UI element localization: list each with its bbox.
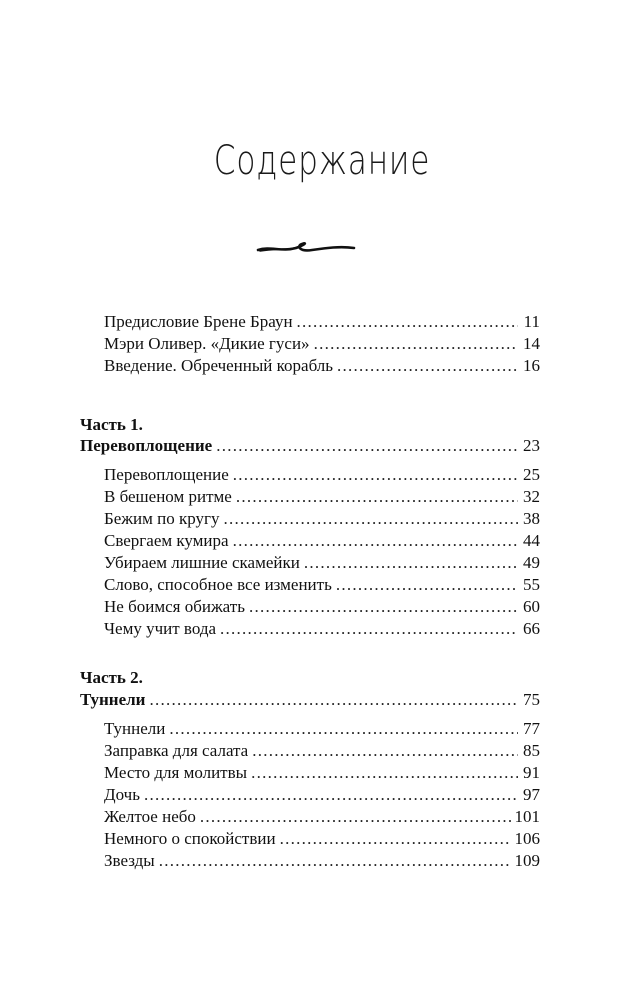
toc-leader-dots [297, 312, 518, 332]
toc-part-page: 75 [523, 690, 540, 709]
toc-leader-dots [159, 851, 511, 871]
toc-entry-page: 38 [523, 509, 540, 528]
toc-entry-label: Введение. Обреченный корабль [104, 356, 334, 375]
toc-entry-label: Свергаем кумира [104, 531, 229, 550]
toc-entry-label: Чему учит вода [104, 619, 217, 638]
toc-part-title: Перевоплощение [80, 436, 213, 455]
toc-entry-label: Звезды [104, 851, 155, 870]
toc-part-title: Туннели [80, 690, 146, 709]
toc-entry-label: Желтое небо [104, 807, 196, 826]
part-heading: Часть 2. [80, 668, 143, 687]
toc-leader-dots [220, 619, 518, 639]
toc-leader-dots [337, 356, 518, 376]
toc-entry-page: 44 [523, 531, 540, 550]
toc-entry-label: Перевоплощение [104, 465, 229, 484]
page-title: Содержание [213, 138, 431, 184]
toc-entry[interactable] [104, 312, 540, 332]
toc-part-entry[interactable] [80, 436, 540, 456]
toc-entry-page: 97 [523, 785, 540, 804]
toc-leader-dots [216, 436, 518, 456]
toc-entry-page: 85 [523, 741, 540, 760]
toc-entry[interactable] [104, 807, 540, 827]
toc-leader-dots [169, 719, 518, 739]
toc-entry-page: 25 [523, 465, 540, 484]
toc-entry-page: 60 [523, 597, 540, 616]
toc-leader-dots [304, 553, 518, 573]
toc-entry-page: 109 [514, 851, 540, 870]
toc-entry-page: 55 [523, 575, 540, 594]
toc-entry-label: Бежим по кругу [104, 509, 220, 528]
toc-entry-label: Немного о спокойствии [104, 829, 276, 848]
toc-entry-label: В бешеном ритме [104, 487, 232, 506]
toc-leader-dots [144, 785, 518, 805]
toc-entry-page: 106 [514, 829, 540, 848]
toc-leader-dots [336, 575, 518, 595]
toc-leader-dots [252, 741, 518, 761]
toc-entry[interactable] [104, 597, 540, 617]
toc-entry-label: Предисловие Брене Браун [104, 312, 293, 331]
toc-entry[interactable] [104, 619, 540, 639]
toc-entry-page: 11 [523, 312, 540, 331]
toc-entry[interactable] [104, 509, 540, 529]
toc-leader-dots [149, 690, 518, 710]
toc-leader-dots [280, 829, 511, 849]
toc-entry-page: 14 [523, 334, 540, 353]
toc-entry[interactable] [104, 719, 540, 739]
toc-entry-page: 16 [523, 356, 540, 375]
toc-entry-page: 77 [523, 719, 540, 738]
toc-leader-dots [233, 531, 518, 551]
part-heading: Часть 1. [80, 415, 143, 434]
toc-entry[interactable] [104, 851, 540, 871]
toc-entry[interactable] [104, 487, 540, 507]
toc-entry-label: Заправка для салата [104, 741, 249, 760]
toc-entry-label: Дочь [104, 785, 140, 804]
toc-entry[interactable] [104, 465, 540, 485]
toc-entry[interactable] [104, 829, 540, 849]
toc-entry[interactable] [104, 531, 540, 551]
toc-leader-dots [314, 334, 518, 354]
toc-entry-page: 91 [523, 763, 540, 782]
toc-entry-page: 101 [514, 807, 540, 826]
toc-entry[interactable] [104, 741, 540, 761]
toc-entry-page: 49 [523, 553, 540, 572]
toc-entry-page: 32 [523, 487, 540, 506]
toc-entry-page: 66 [523, 619, 540, 638]
toc-entry-label: Убираем лишние скамейки [104, 553, 300, 572]
toc-entry[interactable] [104, 334, 540, 354]
toc-entry-label: Мэри Оливер. «Дикие гуси» [104, 334, 310, 353]
toc-entry[interactable] [104, 785, 540, 805]
toc-entry-label: Слово, способное все изменить [104, 575, 332, 594]
toc-leader-dots [249, 597, 518, 617]
toc-entry-label: Туннели [104, 719, 166, 738]
toc-leader-dots [251, 763, 518, 783]
toc-entry[interactable] [104, 553, 540, 573]
toc-entry-label: Место для молитвы [104, 763, 248, 782]
toc-entry[interactable] [104, 575, 540, 595]
toc-leader-dots [236, 487, 518, 507]
toc-part-entry[interactable] [80, 690, 540, 710]
toc-part-page: 23 [523, 436, 540, 455]
toc-entry-label: Не боимся обижать [104, 597, 245, 616]
flourish-ornament-icon [256, 236, 356, 258]
toc-leader-dots [200, 807, 511, 827]
toc-entry[interactable] [104, 356, 540, 376]
toc-leader-dots [224, 509, 518, 529]
toc-leader-dots [233, 465, 518, 485]
toc-entry[interactable] [104, 763, 540, 783]
